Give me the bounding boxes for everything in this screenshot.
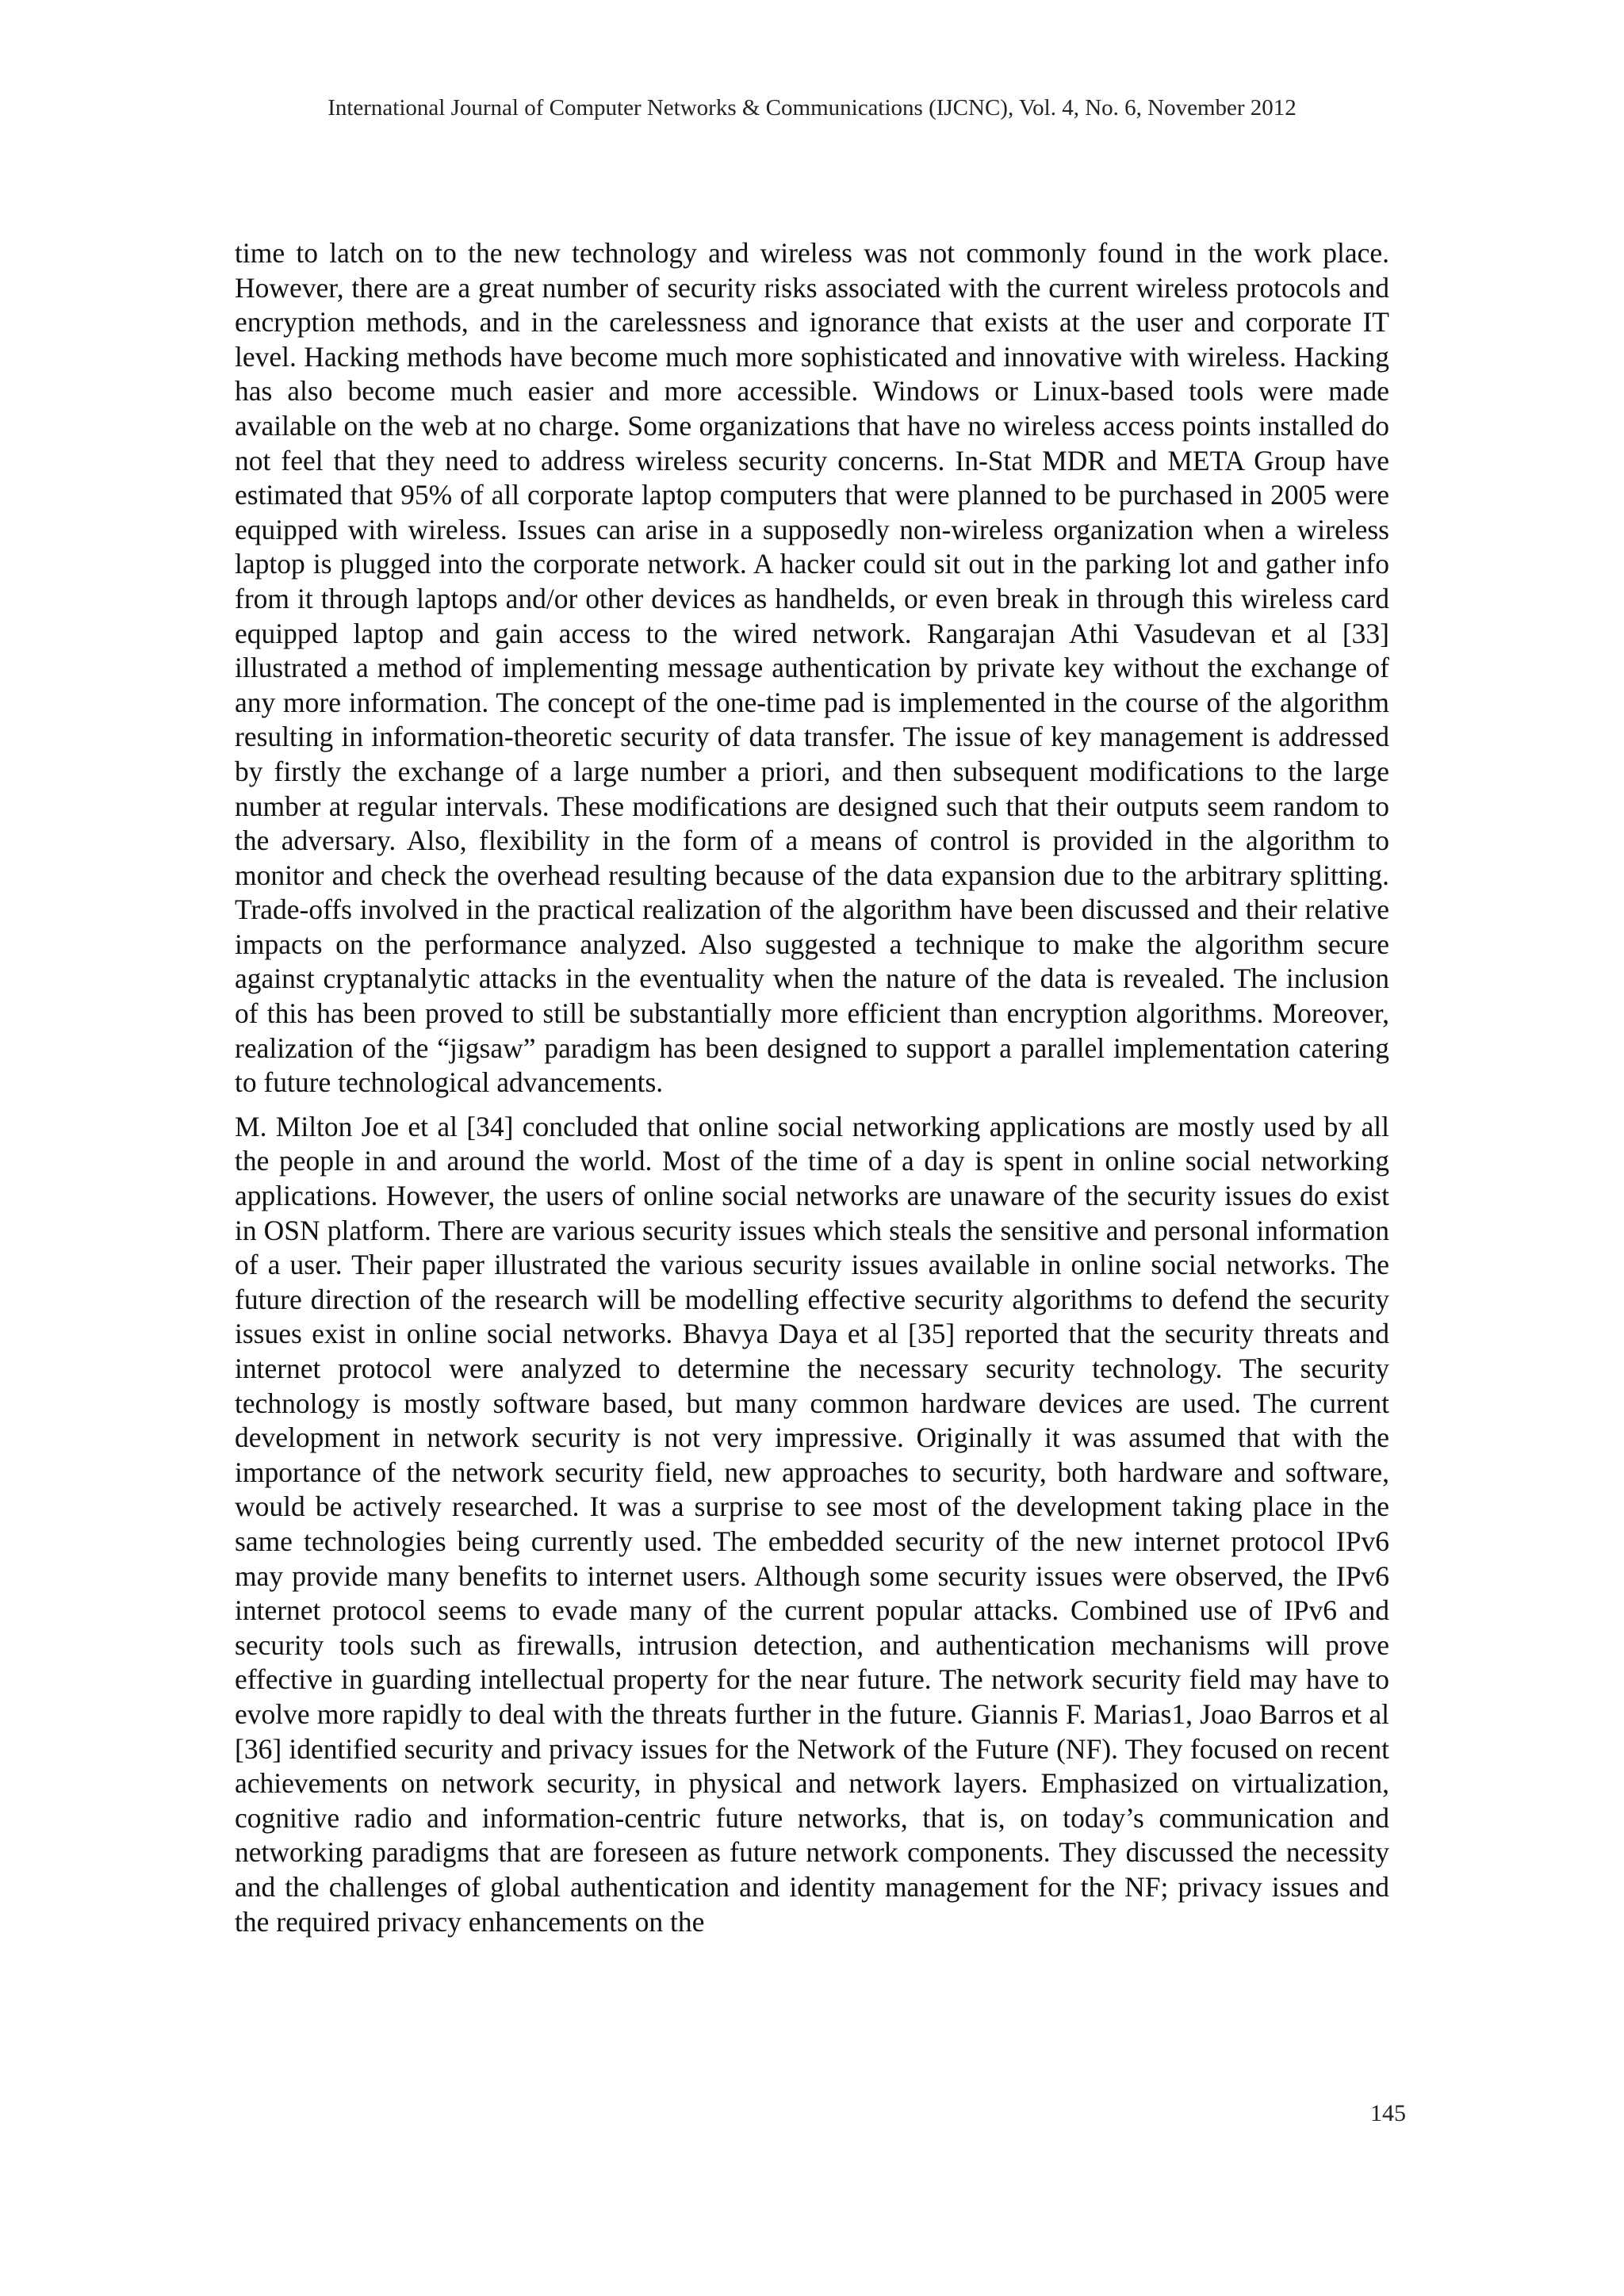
page-number: 145 — [1370, 2100, 1406, 2126]
running-header: International Journal of Computer Networks & Communications (IJCNC), Vol. 4, No. 6, November 2012 — [327, 95, 1297, 121]
body-text — [235, 236, 1389, 1939]
paragraph-wireless-security: time to latch on to the new technology and wireless was not commonly found in the work place. However, there are a great number of security risks associated with the current wireless protocols and encryption methods, and in the carelessness and ignorance that exists at the user and corporate IT level. Hacking methods have become much more sophisticated and innovative with wireless. Hacking has also become much easier and more accessible. Windows or Linux-based tools were made available on the web at no charge. Some organizations that have no wireless access points installed do not feel that they need to address wireless security concerns. In-Stat MDR and META Group have estimated that 95% of all corporate laptop computers that were planned to be purchased in 2005 were equipped with wireless. Issues can arise in a supposedly non-wireless organization when a wireless laptop is plugged into the corporate network. A hacker could sit out in the parking lot and gather info from it through laptops and/or other devices as handhelds, or even break in through this wireless card equipped laptop and gain access to the wired network. Rangarajan Athi Vasudevan et al [33] illustrated a method of implementing message authentication by private key without the exchange of any more information. The concept of the one-time pad is implemented in the course of the algorithm resulting in information-theoretic security of data transfer. The issue of key management is addressed by firstly the exchange of a large number a priori, and then subsequent modifications to the large number at regular intervals. These modifications are designed such that their outputs seem random to the adversary. Also, flexibility in the form of a means of control is provided in the algorithm to monitor and check the overhead resulting because of the data expansion due to the arbitrary splitting. Trade-offs involved in the practical realization of the algorithm have been discussed and their relative impacts on the performance analyzed. Also suggested a technique to make the algorithm secure against cryptanalytic attacks in the eventuality when the nature of the data is revealed. The inclusion of this has been proved to still be substantially more efficient than encryption algorithms. Moreover, realization of the “jigsaw” paradigm has been designed to support a parallel implementation catering to future technological advancements. — [235, 237, 1389, 1099]
paragraph-social-network-security: M. Milton Joe et al [34] concluded that online social networking applications are mostly used by all the people in and around the world. Most of the time of a day is spent in online social networking applications. However, the users of online social networks are unaware of the security issues do exist in OSN platform. There are various security issues which steals the sensitive and personal information of a user. Their paper illustrated the various security issues available in online social networks. The future direction of the research will be modelling effective security algorithms to defend the security issues exist in online social networks. Bhavya Daya et al [35] reported that the security threats and internet protocol were analyzed to determine the necessary security technology. The security technology is mostly software based, but many common hardware devices are used. The current development in network security is not very impressive. Originally it was assumed that with the importance of the network security field, new approaches to security, both hardware and software, would be actively researched. It was a surprise to see most of the development taking place in the same technologies being currently used. The embedded security of the new internet protocol IPv6 may provide many benefits to internet users. Although some security issues were observed, the IPv6 internet protocol seems to evade many of the current popular attacks. Combined use of IPv6 and security tools such as firewalls, intrusion detection, and authentication mechanisms will prove effective in guarding intellectual property for the near future. The network security field may have to evolve more rapidly to deal with the threats further in the future. Giannis F. Marias1, Joao Barros et al [36] identified security and privacy issues for the Network of the Future (NF). They focused on recent achievements on network security, in physical and network layers. Emphasized on virtualization, cognitive radio and information-centric future networks, that is, on today’s communication and networking paradigms that are foreseen as future network components. They discussed the necessity and the challenges of global authentication and identity management for the NF; privacy issues and the required privacy enhancements on the — [235, 1110, 1389, 1938]
